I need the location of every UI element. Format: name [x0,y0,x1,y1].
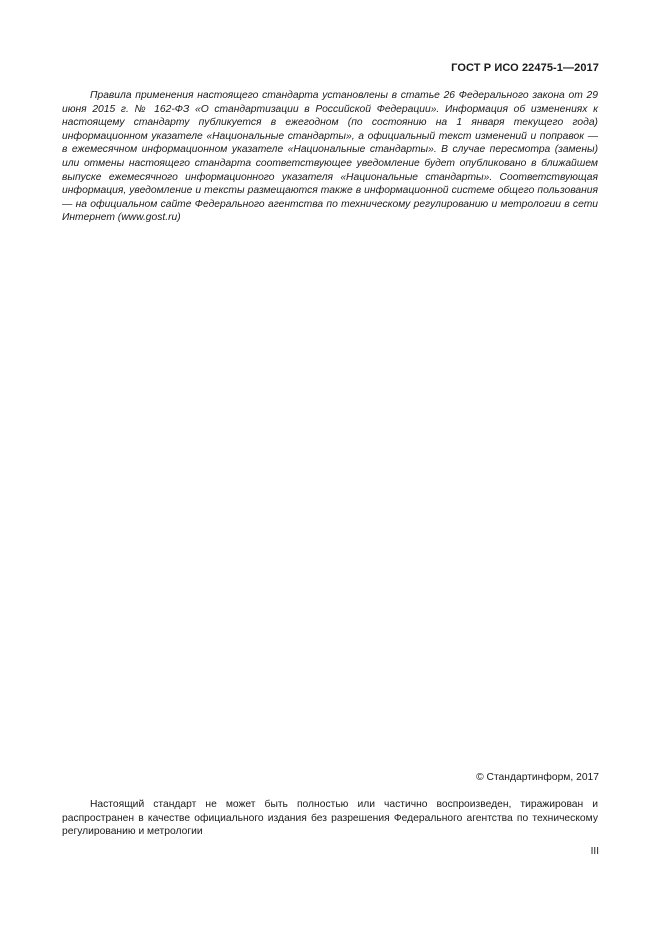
standard-application-notice: Правила применения настоящего стандарта установлены в статье 26 Федерального закона от 29 июня 2015 г. № 162-ФЗ «О стандартизации в Российской Федерации». Информация об изменениях к настоящему стандарту публикуется в ежегодном (по состоянию на 1 января текущего года) информационном указателе «Национальные стандарты», а официальный текст изменений и поправок — в ежемесячном информационном указателе «Национальные стандарты». В случае пересмотра (замены) или отмены настоящего стандарта соответствующее уведомление будет опубликовано в ближайшем выпуске ежемесячного информационного указателя «Национальные стандарты». Соответствующая информация, уведомление и тексты размещаются также в информационной системе общего пользования — на официальном сайте Федерального агентства по техническому регулированию и метрологии в сети Интернет (www.gost.ru) [62,90,598,224]
page-number: III [590,846,599,857]
document-code: ГОСТ Р ИСО 22475-1—2017 [451,62,599,74]
copyright-line: © Стандартинформ, 2017 [476,772,599,783]
reproduction-notice: Настоящий стандарт не может быть полностью или частично воспроизведен, тиражирован и распространен в качестве официального издания без разрешения Федерального агентства по техническому регулированию и метрологии [62,799,598,838]
